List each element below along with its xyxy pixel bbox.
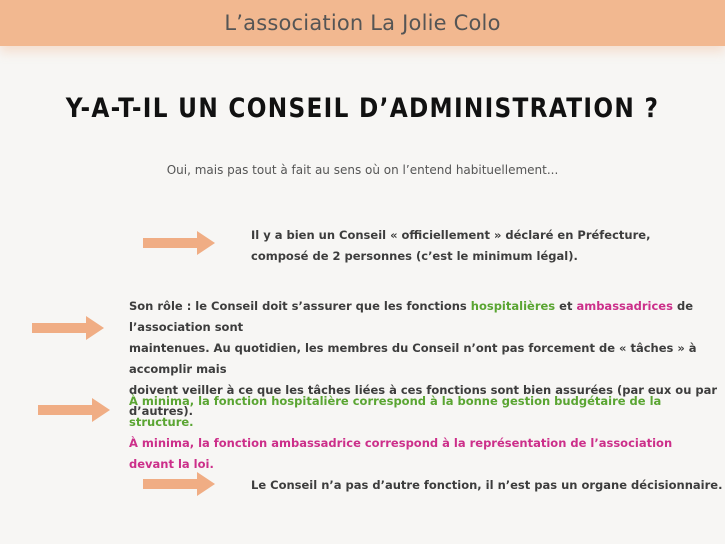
text-line: composé de 2 personnes (c’est le minimum légal). — [251, 249, 578, 263]
text-line — [129, 296, 719, 338]
text-line-ambassadrice: À minima, la fonction ambassadrice correspond à la représentation de l’association devant la loi. — [129, 436, 673, 471]
highlight-hospitalieres: hospitalières — [470, 299, 556, 313]
header-bar — [0, 0, 725, 46]
arrow-right-icon — [32, 315, 104, 341]
arrow-right-icon — [143, 230, 215, 256]
text-line: Le Conseil n’a pas d’autre fonction, il n’est pas un organe décisionnaire. — [251, 478, 723, 492]
text-segment: de l’association sont — [129, 299, 693, 334]
highlight-ambassadrices: ambassadrices — [576, 299, 673, 313]
text-line: maintenues. Au quotidien, les membres du Conseil n’ont pas forcement de « tâches » à accomplir mais — [129, 341, 697, 376]
page-subtitle: Oui, mais pas tout à fait au sens où on l’entend habituellement... — [166, 163, 559, 177]
text-segment: Son rôle : le Conseil doit s’assurer que les fonctions — [129, 299, 471, 313]
header-title: L’association La Jolie Colo — [224, 11, 501, 35]
text-line-hospitaliere: À minima, la fonction hospitalière correspond à la bonne gestion budgétaire de la structure. — [129, 394, 662, 429]
block-minimal-functions — [129, 391, 719, 475]
page-title: Y-A-T-IL UN CONSEIL D’ADMINISTRATION ? — [65, 93, 660, 124]
arrow-right-icon — [38, 397, 110, 423]
text-segment: et — [555, 299, 577, 313]
block-no-other-function — [251, 475, 722, 496]
text-line: Il y a bien un Conseil « officiellement » déclaré en Préfecture, — [251, 228, 651, 242]
text-line: doivent veiller à ce que les tâches liées à ces fonctions sont bien assurées (par eux ou par d’autres). — [129, 383, 718, 418]
block-registered-council — [251, 225, 650, 267]
